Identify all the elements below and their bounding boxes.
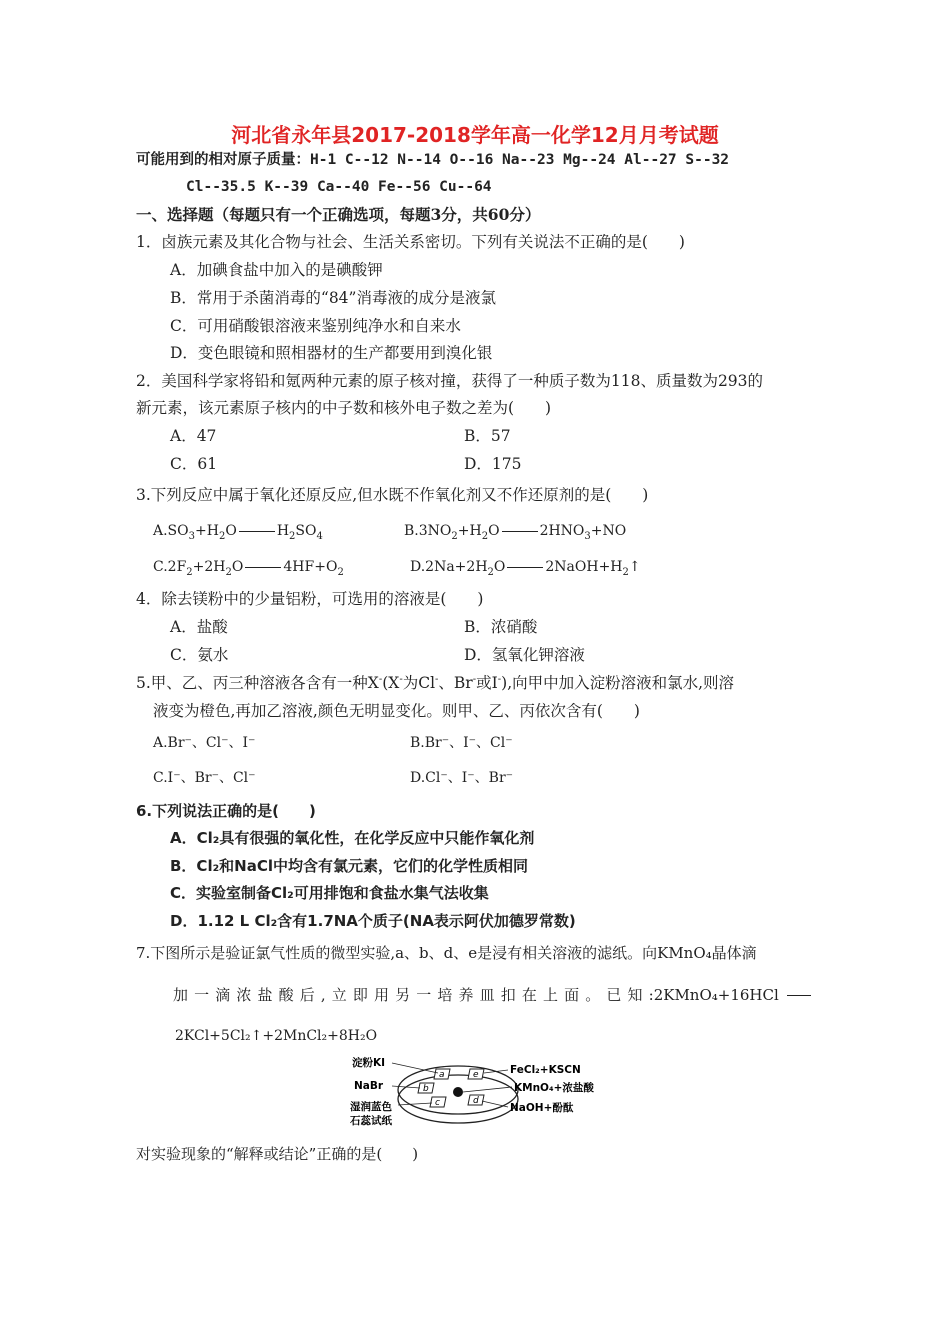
q7-line2-char: :2KMnO₄+16HCl bbox=[648, 986, 779, 1004]
q6-option-b: B．Cl₂和NaCl中均含有氯元素，它们的化学性质相同 bbox=[170, 857, 528, 875]
label-starch-ki: 淀粉KI bbox=[352, 1057, 386, 1069]
reaction-arrow-icon bbox=[245, 567, 281, 568]
q7-line2-char: 上 bbox=[543, 986, 559, 1004]
q3-option-b: $B.3NO_2+H_2O$ $2HNO_3+NO$ bbox=[404, 523, 627, 542]
q7-line2-char: 另 bbox=[395, 986, 411, 1004]
q2-option-b: B．57 bbox=[464, 427, 511, 445]
section-heading: 一、选择题（每题只有一个正确选项，每题3分，共60分） bbox=[136, 205, 541, 224]
q1-option-b: B．常用于杀菌消毒的“84”消毒液的成分是液氯 bbox=[170, 289, 496, 307]
q6-option-d: D．1.12 L Cl₂含有1.7NA个质子(NA表示阿伏加德罗常数) bbox=[170, 912, 576, 930]
q7-line2-char: 用 bbox=[374, 986, 390, 1004]
q4-option-b: B．浓硝酸 bbox=[464, 618, 538, 636]
q5-option-d: D.Cl⁻、I⁻、Br⁻ bbox=[410, 770, 514, 786]
q5-stem-line-2: 液变为橙色,再加乙溶液,颜色无明显变化。则甲、乙、丙依次含有( ) bbox=[153, 702, 640, 720]
q3-stem: 3.下列反应中属于氧化还原反应,但水既不作氧化剂又不作还原剂的是( ) bbox=[136, 486, 649, 504]
q1-option-c: C．可用硝酸银溶液来鉴别纯净水和自来水 bbox=[170, 317, 461, 335]
q7-line2-char: 滴 bbox=[215, 986, 231, 1004]
label-fecl2: FeCl₂+KSCN bbox=[510, 1064, 581, 1076]
q7-line2-char: 在 bbox=[521, 986, 537, 1004]
atomic-mass-line-1: 可能用到的相对原子质量：H-1 C--12 N--14 O--16 Na--23 Mg--24 Al--27 S--32 bbox=[136, 152, 730, 168]
q7-line2-char: 面 bbox=[564, 986, 580, 1004]
q7-line2-char: 已 bbox=[606, 986, 622, 1004]
q6-stem: 6.下列说法正确的是( ) bbox=[136, 802, 316, 820]
q5-option-c: C.I⁻、Br⁻、Cl⁻ bbox=[153, 770, 256, 786]
q7-line2-char: 知 bbox=[627, 986, 643, 1004]
q7-line2-char: 立 bbox=[331, 986, 347, 1004]
q3-option-d: $D.2Na+2H_2O$ $2NaOH+H_2↑$ bbox=[410, 559, 641, 578]
q7-line2-char: 盐 bbox=[257, 986, 273, 1004]
q7-line2-char: 浓 bbox=[236, 986, 252, 1004]
q2-option-a: A．47 bbox=[170, 427, 217, 445]
reaction-arrow-icon bbox=[787, 995, 811, 1005]
q6-option-c: C．实验室制备Cl₂可用排饱和食盐水集气法收集 bbox=[170, 884, 489, 902]
label-kmno4: KMnO₄+浓盐酸 bbox=[514, 1082, 594, 1094]
q7-line2-char: 。 bbox=[585, 986, 601, 1004]
label-litmus-1: 湿润蓝色 bbox=[350, 1101, 392, 1113]
q5-option-a: A.Br⁻、Cl⁻、I⁻ bbox=[153, 735, 256, 751]
q4-stem: 4．除去镁粉中的少量铝粉，可选用的溶液是( ) bbox=[136, 590, 484, 608]
q2-stem-line-2: 新元素，该元素原子核内的中子数和核外电子数之差为( ) bbox=[136, 399, 552, 417]
q1-option-d: D．变色眼镜和照相器材的生产都要用到溴化银 bbox=[170, 344, 493, 362]
paper-e-label: e bbox=[473, 1070, 479, 1080]
q1-option-a: A．加碘食盐中加入的是碘酸钾 bbox=[170, 261, 383, 279]
q7-line2-char: 即 bbox=[352, 986, 368, 1004]
q1-stem: 1．卤族元素及其化合物与社会、生活关系密切。下列有关说法不正确的是( ) bbox=[136, 233, 685, 251]
q3-option-c: $C.2F_2+2H_2O$ $4HF+O_2$ bbox=[153, 559, 344, 578]
q7-line2-char: 后 bbox=[299, 986, 315, 1004]
reaction-arrow-icon bbox=[239, 531, 275, 532]
q2-option-c: C．61 bbox=[170, 455, 218, 473]
q7-line2-char: 培 bbox=[437, 986, 453, 1004]
q7-line2-char: 皿 bbox=[479, 986, 495, 1004]
label-litmus-2: 石蕊试纸 bbox=[350, 1115, 392, 1127]
q7-line2-char: 酸 bbox=[278, 986, 294, 1004]
paper-a-label: a bbox=[439, 1070, 445, 1080]
q7-line2-char: 扣 bbox=[500, 986, 516, 1004]
q7-stem-line-1: 7.下图所示是验证氯气性质的微型实验,a、b、d、e是浸有相关溶液的滤纸。向KMnO₄晶体滴 bbox=[136, 944, 757, 962]
q7-line2-char: 加 bbox=[173, 986, 189, 1004]
q7-stem-line-2 bbox=[173, 985, 813, 1005]
label-nabr: NaBr bbox=[354, 1080, 384, 1092]
q6-option-a: A．Cl₂具有很强的氧化性，在化学反应中只能作氧化剂 bbox=[170, 829, 535, 847]
q4-option-a: A．盐酸 bbox=[170, 618, 228, 636]
q2-option-d: D．175 bbox=[464, 455, 522, 473]
page-title: 河北省永年县2017-2018学年高一化学12月月考试题 bbox=[231, 123, 719, 147]
reaction-arrow-icon bbox=[502, 531, 538, 532]
q4-option-c: C．氨水 bbox=[170, 646, 229, 664]
q2-stem-line-1: 2．美国科学家将铅和氪两种元素的原子核对撞，获得了一种质子数为118、质量数为293的 bbox=[136, 372, 764, 390]
q7-stem-line-3: 2KCl+5Cl₂↑+2MnCl₂+8H₂O bbox=[175, 1028, 378, 1044]
q3-option-a: $A.SO_3+H_2O$ $H_2SO_4$ bbox=[153, 523, 323, 542]
petri-dish-diagram bbox=[350, 1053, 610, 1139]
q4-option-d: D．氢氧化钾溶液 bbox=[464, 646, 585, 664]
paper-c-label: c bbox=[435, 1098, 440, 1108]
q5-stem-line-1: 5.甲、乙、丙三种溶液各含有一种X-(X-为Cl-、Br-或I-),向甲中加入淀粉溶液和氯水,则溶 bbox=[136, 673, 735, 692]
q5-option-b: B.Br⁻、I⁻、Cl⁻ bbox=[410, 735, 513, 751]
paper-d-label: d bbox=[473, 1096, 479, 1106]
atomic-mass-line-2: Cl--35.5 K--39 Ca--40 Fe--56 Cu--64 bbox=[186, 179, 492, 195]
q7-line2-char: 一 bbox=[416, 986, 432, 1004]
q7-line2-char: 养 bbox=[458, 986, 474, 1004]
q7-tail: 对实验现象的“解释或结论”正确的是( ) bbox=[136, 1145, 419, 1163]
q7-line2-char: , bbox=[320, 986, 326, 1004]
q7-line2-char: 一 bbox=[194, 986, 210, 1004]
paper-b-label: b bbox=[423, 1084, 429, 1094]
label-naoh: NaOH+酚酞 bbox=[510, 1102, 574, 1114]
experiment-diagram bbox=[350, 1053, 610, 1139]
reaction-arrow-icon bbox=[507, 567, 543, 568]
